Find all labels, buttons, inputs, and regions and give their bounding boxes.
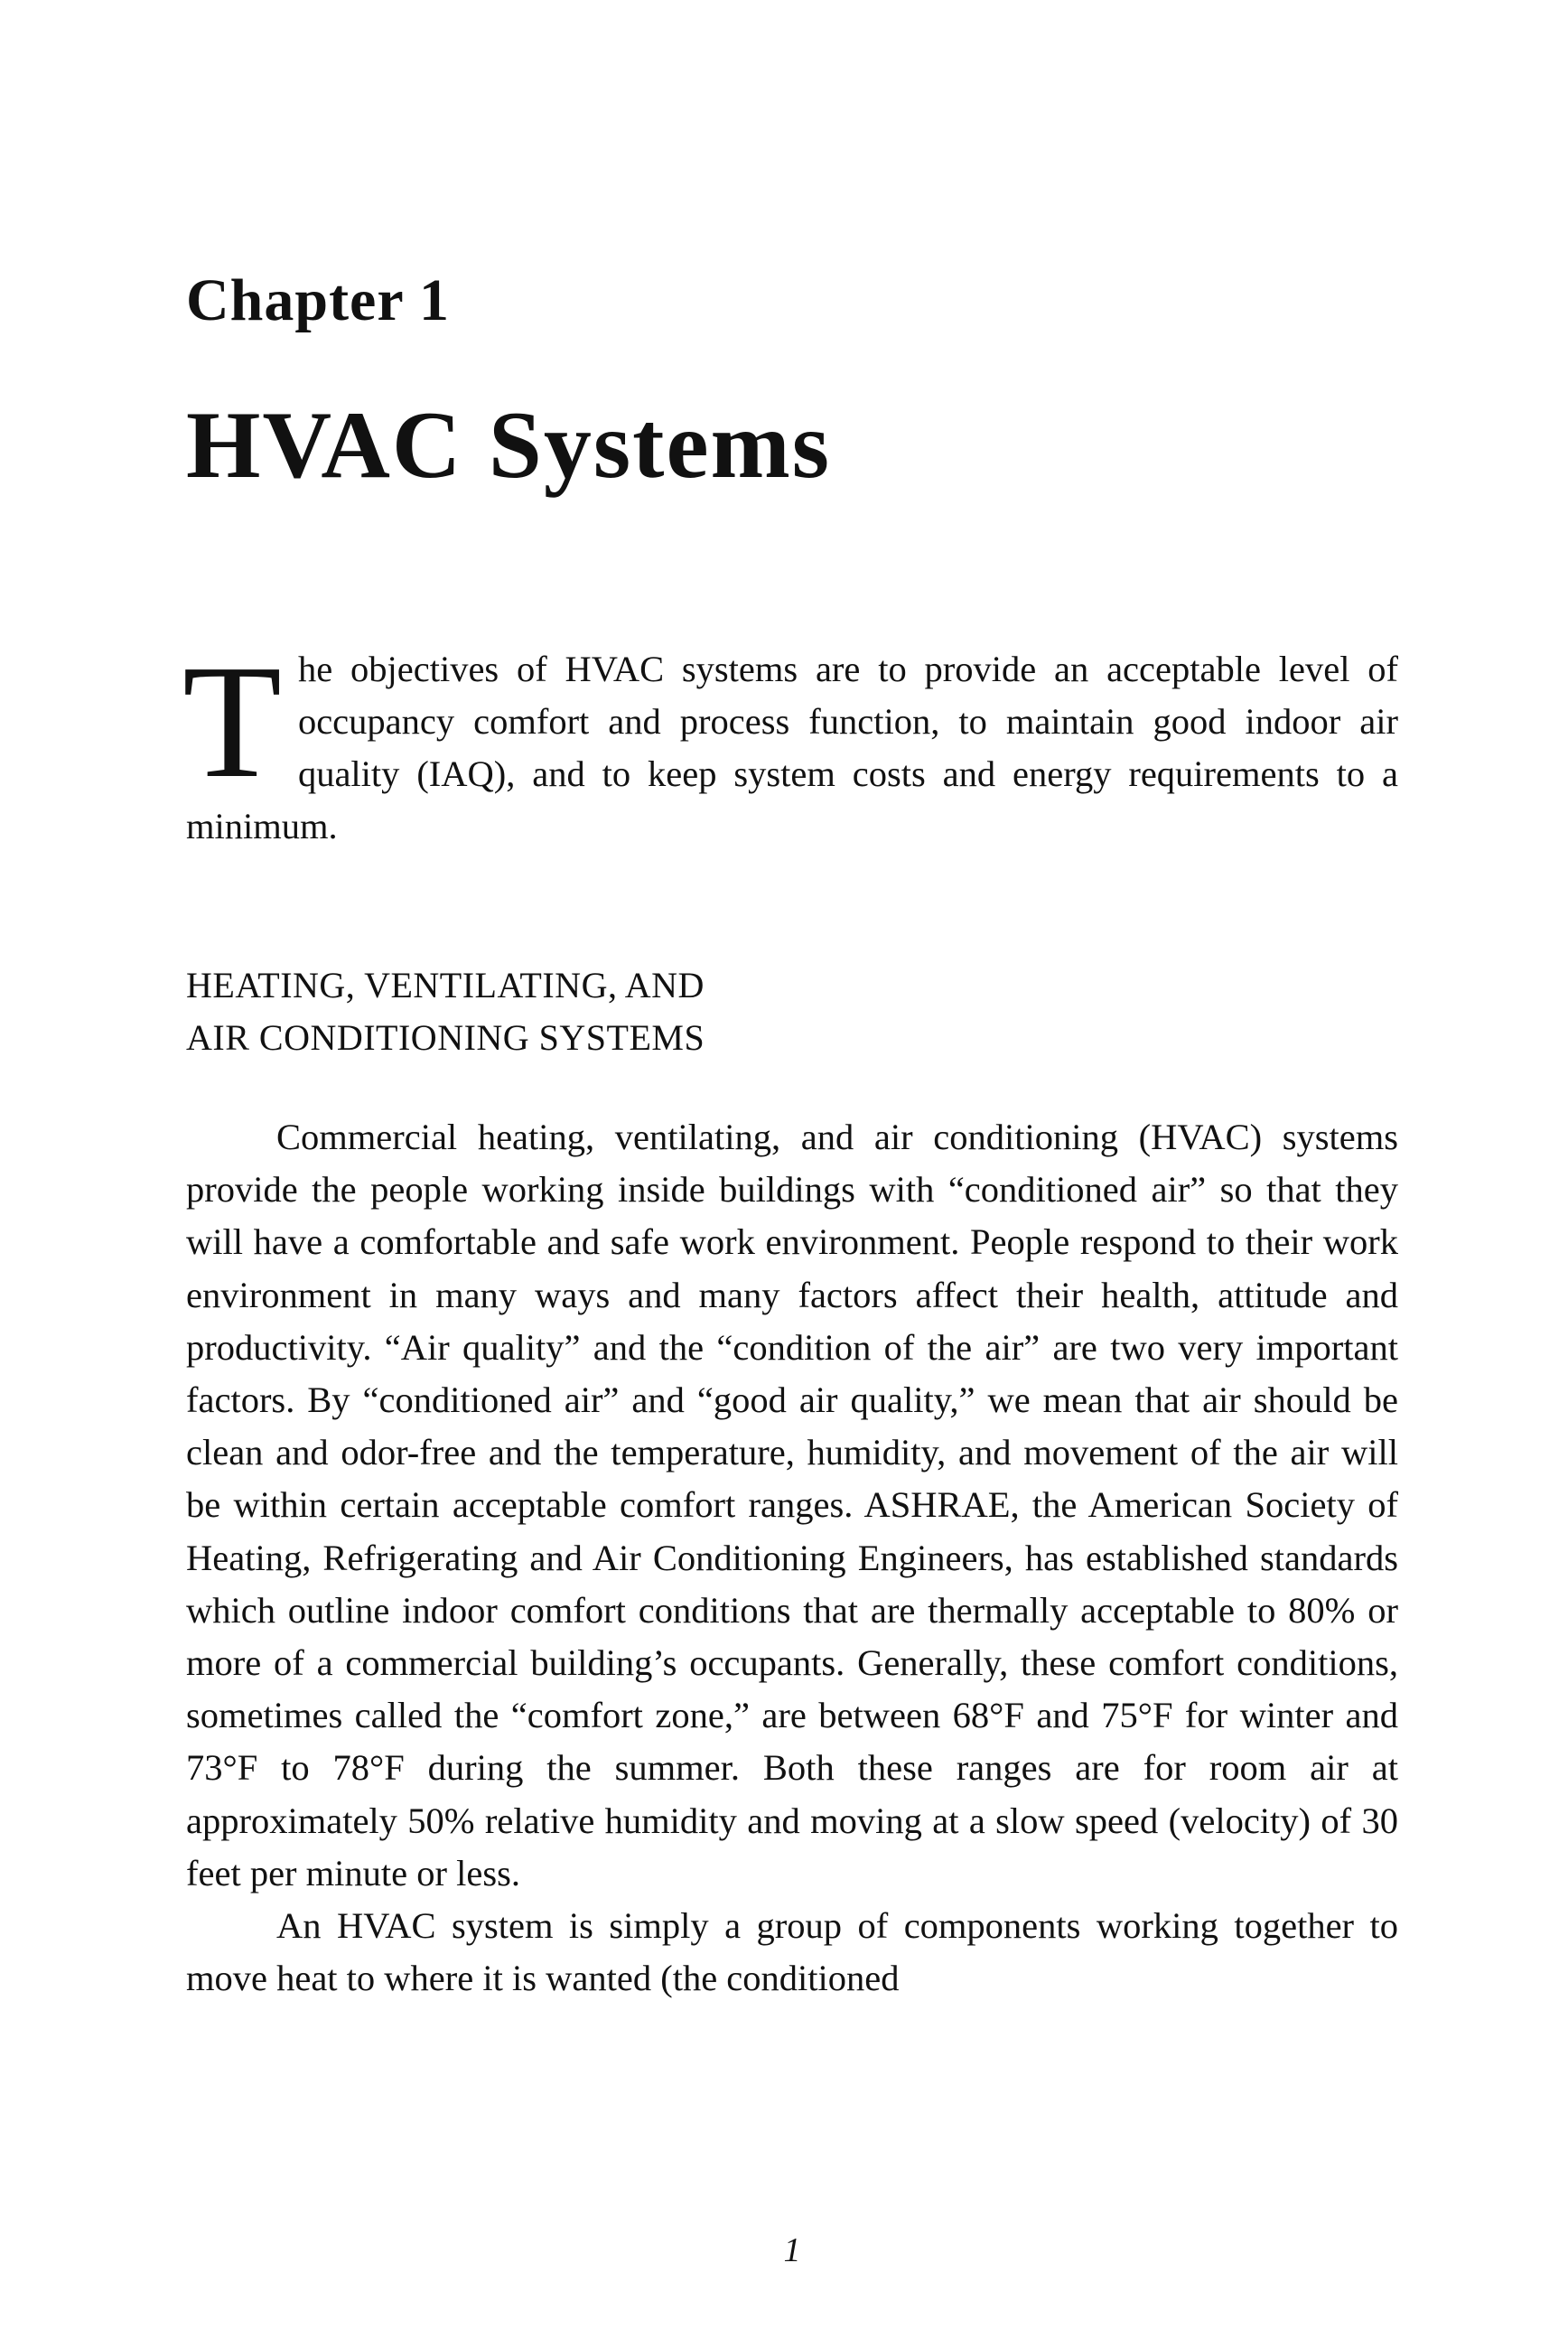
page-number: 1 — [783, 2231, 801, 2269]
body-paragraph-2: An HVAC system is simply a group of components working together to move heat to where it is wanted (the conditioned — [186, 1905, 1398, 1999]
section-heading — [186, 959, 705, 1064]
body-text — [186, 1111, 1398, 2005]
chapter-title: HVAC Systems — [186, 392, 832, 498]
book-page — [182, 0, 1398, 2347]
drop-cap: T — [182, 631, 282, 811]
section-heading-line-1: HEATING, VENTILATING, AND — [186, 965, 705, 1005]
body-paragraph-1: Commercial heating, ventilating, and air conditioning (HVAC) systems provide the people working inside buildings with “conditioned air” so that they will have a comfortable and safe work environment. People respond to their work environment in many ways and many factors affect their health, attitude and productivity. “Air quality” and the “condition of the air” are two very important factors. By “conditioned air” and “good air quality,” we mean that air should be clean and odor-free and the temperature, humidity, and movement of the air will be within certain acceptable comfort ranges. ASHRAE, the American Society of Heating, Refrigerating and Air Conditioning Engineers, has established standards which outline indoor comfort conditions that are thermally acceptable to 80% or more of a commercial building’s occupants. Generally, these comfort conditions, sometimes called the “comfort zone,” are between 68°F and 75°F for winter and 73°F to 78°F during the summer. Both these ranges are for room air at approximately 50% relative humidity and moving at a slow speed (velocity) of 30 feet per minute or less. — [186, 1117, 1398, 1893]
intro-text: he objectives of HVAC systems are to provide an acceptable level of occupancy comfort and process function, to maintain good indoor air quality (IAQ), and to keep system costs and energy requirements to a minimum. — [186, 649, 1398, 846]
section-heading-line-2: AIR CONDITIONING SYSTEMS — [186, 1017, 705, 1058]
chapter-label: Chapter 1 — [186, 267, 450, 333]
intro-paragraph — [182, 631, 1398, 853]
